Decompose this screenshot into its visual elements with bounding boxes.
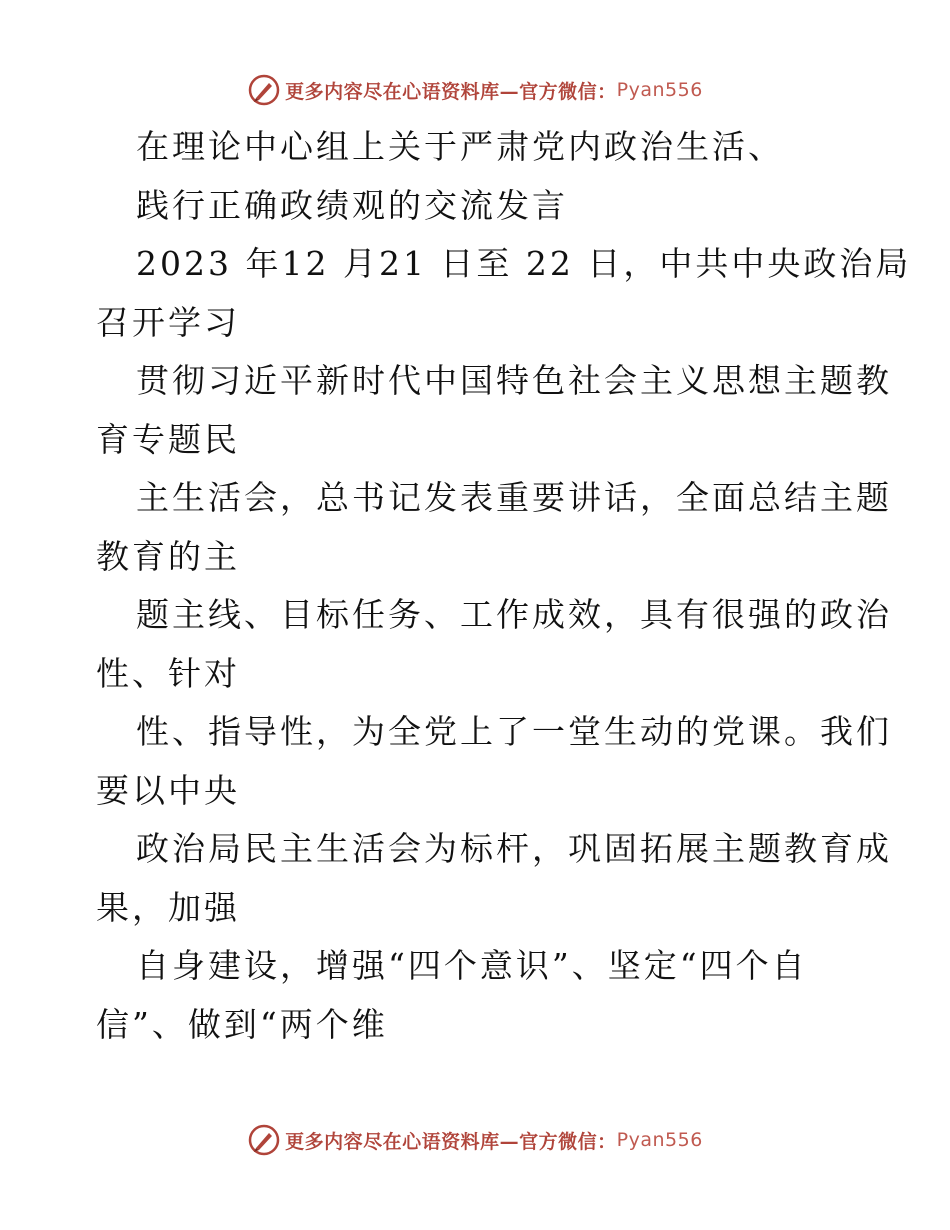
text-line: 要以中央 — [96, 770, 240, 810]
watermark-text: 更多内容尽在心语资料库—官方微信： — [285, 80, 617, 103]
text-line: 果，加强 — [96, 887, 240, 927]
text-line: 自身建设，增强“四个意识”、坚定“四个自 — [136, 946, 808, 985]
text-line: 育专题民 — [96, 419, 240, 459]
text-line: 性、针对 — [96, 653, 240, 693]
text-line: 在理论中心组上关于严肃党内政治生活、 — [136, 127, 784, 166]
document-body — [96, 118, 912, 1054]
text-line: 践行正确政绩观的交流发言 — [136, 185, 568, 225]
text-line: 政治局民主生活会为标杆，巩固拓展主题教育成 — [136, 829, 892, 868]
watermark-handle: Pyan556 — [616, 79, 703, 101]
text-line: 贯彻习近平新时代中国特色社会主义思想主题教 — [136, 361, 892, 400]
text-line: 召开学习 — [96, 302, 240, 342]
text-line: 题主线、目标任务、工作成效，具有很强的政治 — [136, 595, 892, 634]
text-line: 信”、做到“两个维 — [96, 1004, 388, 1044]
header-watermark — [0, 70, 950, 110]
text-line: 2023 年12 月21 日至 22 日，中共中央政治局 — [136, 244, 912, 283]
watermark-handle: Pyan556 — [616, 1129, 703, 1151]
footer-watermark — [0, 1120, 950, 1160]
pen-logo-icon — [247, 1123, 281, 1157]
text-line: 教育的主 — [96, 536, 240, 576]
text-line: 性、指导性，为全党上了一堂生动的党课。我们 — [136, 712, 892, 751]
pen-logo-icon — [247, 73, 281, 107]
watermark-text: 更多内容尽在心语资料库—官方微信： — [285, 1130, 617, 1153]
text-line: 主生活会，总书记发表重要讲话，全面总结主题 — [136, 478, 892, 517]
